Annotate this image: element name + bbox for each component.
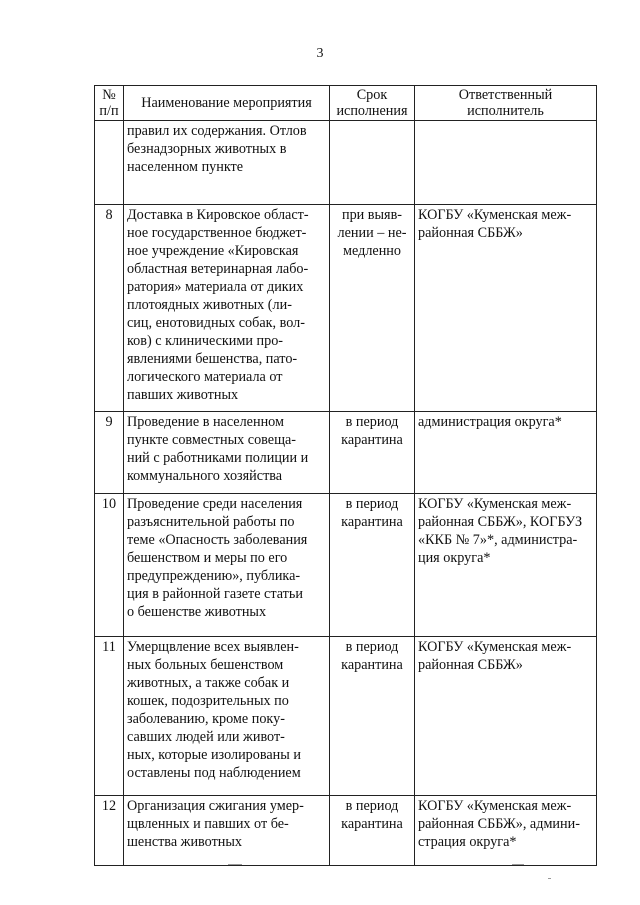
row-measure-name: Умерщвление всех выявлен- ных больных бешенством животных, а также собак и кошек, подозрительных по заболеванию, кроме поку- савших людей или живот- ных, которые изолированы и оставлены под наблюдением — [124, 637, 330, 796]
header-measure-name: Наименование мероприятия — [124, 86, 330, 121]
row-measure-name: Организация сжигания умер- щвленных и павших от бе- шенства животных — [124, 796, 330, 866]
table-row — [95, 205, 597, 412]
row-responsible: КОГБУ «Куменская меж- районная СББЖ», КОГБУЗ «ККБ № 7»*, администра- ция округа* — [415, 494, 597, 637]
row-number: 8 — [95, 205, 124, 412]
scan-artifact-mark — [512, 864, 524, 865]
row-measure-name: правил их содержания. Отлов безнадзорных животных в населенном пункте — [124, 121, 330, 205]
row-responsible: КОГБУ «Куменская меж- районная СББЖ» — [415, 637, 597, 796]
scan-artifact-mark — [228, 864, 242, 865]
row-number — [95, 121, 124, 205]
row-deadline: в период карантина — [330, 637, 415, 796]
row-number: 10 — [95, 494, 124, 637]
row-deadline: при выяв- лении – не- медленно — [330, 205, 415, 412]
row-deadline — [330, 121, 415, 205]
row-responsible — [415, 121, 597, 205]
row-responsible: КОГБУ «Куменская меж- районная СББЖ», админи- страция округа* — [415, 796, 597, 866]
page-number: 3 — [316, 46, 324, 61]
scan-artifact-mark — [548, 878, 551, 879]
row-measure-name: Доставка в Кировское област- ное государственное бюджет- ное учреждение «Кировская областная ветеринарная лабо- ратория» материала от диких плотоядных животных (ли- сиц, енотовидных собак, вол- ков) с клиническими про- явлениями бешенства, пато- логического материала от павших животных — [124, 205, 330, 412]
header-deadline: Срок исполнения — [330, 86, 415, 121]
table-header-row — [95, 86, 597, 121]
row-deadline: в период карантина — [330, 796, 415, 866]
row-deadline: в период карантина — [330, 494, 415, 637]
row-deadline: в период карантина — [330, 412, 415, 494]
row-number: 11 — [95, 637, 124, 796]
row-number: 9 — [95, 412, 124, 494]
header-responsible: Ответственный исполнитель — [415, 86, 597, 121]
table-row — [95, 412, 597, 494]
row-responsible: администрация округа* — [415, 412, 597, 494]
measures-table — [94, 85, 597, 866]
row-measure-name: Проведение в населенном пункте совместных совеща- ний с работниками полиции и коммунального хозяйства — [124, 412, 330, 494]
table-row — [95, 796, 597, 866]
table-row — [95, 121, 597, 205]
header-number: № п/п — [95, 86, 124, 121]
table-row — [95, 494, 597, 637]
table-row — [95, 637, 597, 796]
row-responsible: КОГБУ «Куменская меж- районная СББЖ» — [415, 205, 597, 412]
row-measure-name: Проведение среди населения разъяснительной работы по теме «Опасность заболевания бешенством и меры по его предупреждению», публика- ция в районной газете статьи о бешенстве животных — [124, 494, 330, 637]
row-number: 12 — [95, 796, 124, 866]
